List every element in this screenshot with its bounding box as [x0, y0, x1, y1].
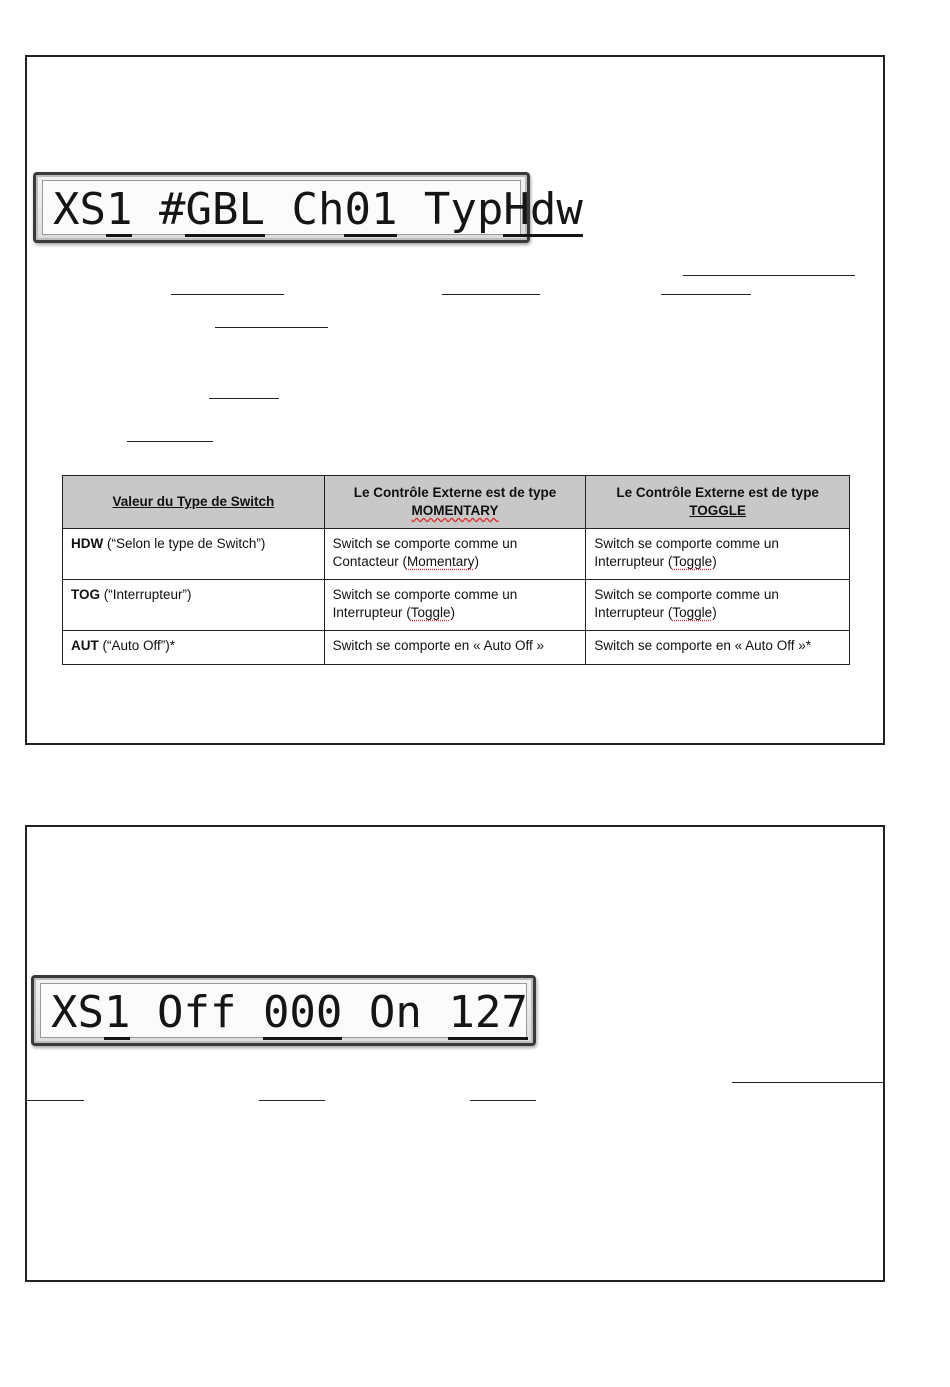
- lcd-screen: [42, 180, 583, 235]
- type-label: (“Interrupteur”): [100, 587, 192, 602]
- type-code: HDW: [71, 536, 104, 551]
- table-cell: [586, 529, 850, 580]
- lcd-segment: 1: [105, 184, 133, 235]
- cell-text: ): [474, 554, 479, 569]
- lcd-segment: Typ: [397, 184, 504, 235]
- lcd-segment: XS: [53, 184, 106, 235]
- cell-text: Switch se comporte en « Auto Off »: [332, 638, 545, 653]
- lcd-segment: 1: [103, 987, 131, 1038]
- header-cell: [63, 476, 325, 529]
- type-code: AUT: [71, 638, 99, 653]
- cell-text: Toggle: [410, 605, 451, 620]
- table-row: [63, 580, 850, 631]
- table-cell: [324, 631, 586, 665]
- table-row: [63, 631, 850, 665]
- lcd-screen: [40, 983, 527, 1038]
- redacted-line: [259, 1100, 325, 1101]
- cell-text: Toggle: [672, 605, 713, 620]
- table-cell: [63, 580, 325, 631]
- cell-text: Interrupteur (: [594, 605, 673, 620]
- type-code: TOG: [71, 587, 101, 602]
- table-cell: [324, 529, 586, 580]
- lcd-segment: 000: [262, 987, 343, 1038]
- redacted-line: [127, 441, 213, 442]
- cell-text: Interrupteur (: [332, 605, 411, 620]
- redacted-line: [661, 294, 751, 295]
- header-label: Le Contrôle Externe est de type: [616, 485, 819, 500]
- redacted-line: [470, 1100, 536, 1101]
- lcd-segment: #: [158, 184, 186, 235]
- cell-text: Momentary: [406, 554, 475, 569]
- cell-text: Interrupteur (: [594, 554, 673, 569]
- lcd-segment: 127: [448, 987, 528, 1038]
- cell-text: Switch se comporte comme un: [332, 587, 518, 602]
- table-cell: [586, 580, 850, 631]
- lcd-segment: On: [342, 987, 449, 1038]
- redacted-line: [171, 294, 284, 295]
- lcd-segment: Hdw: [503, 184, 583, 235]
- lcd-segment: 01: [344, 184, 398, 235]
- redacted-line: [442, 294, 540, 295]
- table-cell: [63, 529, 325, 580]
- switch-type-table: [62, 475, 850, 665]
- header-cell: [324, 476, 586, 529]
- lcd-display: [31, 975, 536, 1046]
- lcd-segment: Ch: [264, 184, 345, 235]
- redacted-line: [215, 327, 328, 328]
- lcd-text: [51, 986, 528, 1040]
- lcd-segment: GBL: [185, 184, 265, 235]
- cell-text: Switch se comporte en « Auto Off »*: [594, 638, 811, 653]
- redacted-line: [27, 1100, 84, 1101]
- cell-text: ): [712, 605, 717, 620]
- header-label: Le Contrôle Externe est de type: [353, 485, 557, 500]
- redacted-line: [683, 275, 855, 276]
- header-cell: [586, 476, 850, 529]
- redacted-line: [209, 398, 279, 399]
- lcd-segment: XS: [51, 987, 104, 1038]
- cell-text: Contacteur (: [332, 554, 407, 569]
- type-label: (“Selon le type de Switch”): [103, 536, 266, 551]
- cell-text: ): [450, 605, 456, 620]
- table-cell: [586, 631, 850, 665]
- cell-text: ): [712, 554, 717, 569]
- cell-text: Toggle: [672, 554, 713, 569]
- table-cell: [63, 631, 325, 665]
- header-label: Valeur du Type de Switch: [112, 494, 275, 509]
- header-label: TOGGLE: [689, 503, 747, 518]
- cell-text: Switch se comporte comme un: [594, 587, 779, 602]
- lcd-text: [53, 183, 583, 237]
- table-header-row: [63, 476, 850, 529]
- page-panel-switch-values: [25, 825, 885, 1282]
- table-cell: [324, 580, 586, 631]
- lcd-segment: [132, 183, 159, 237]
- cell-text: Switch se comporte comme un: [332, 536, 518, 551]
- type-label: (“Auto Off”)*: [98, 638, 176, 653]
- redacted-line: [732, 1082, 885, 1083]
- cell-text: Switch se comporte comme un: [594, 536, 779, 551]
- page-panel-switch-type: [25, 55, 885, 745]
- header-label: MOMENTARY: [411, 503, 499, 518]
- lcd-display: [33, 172, 583, 243]
- lcd-segment: Off: [130, 987, 263, 1038]
- table-row: [63, 529, 850, 580]
